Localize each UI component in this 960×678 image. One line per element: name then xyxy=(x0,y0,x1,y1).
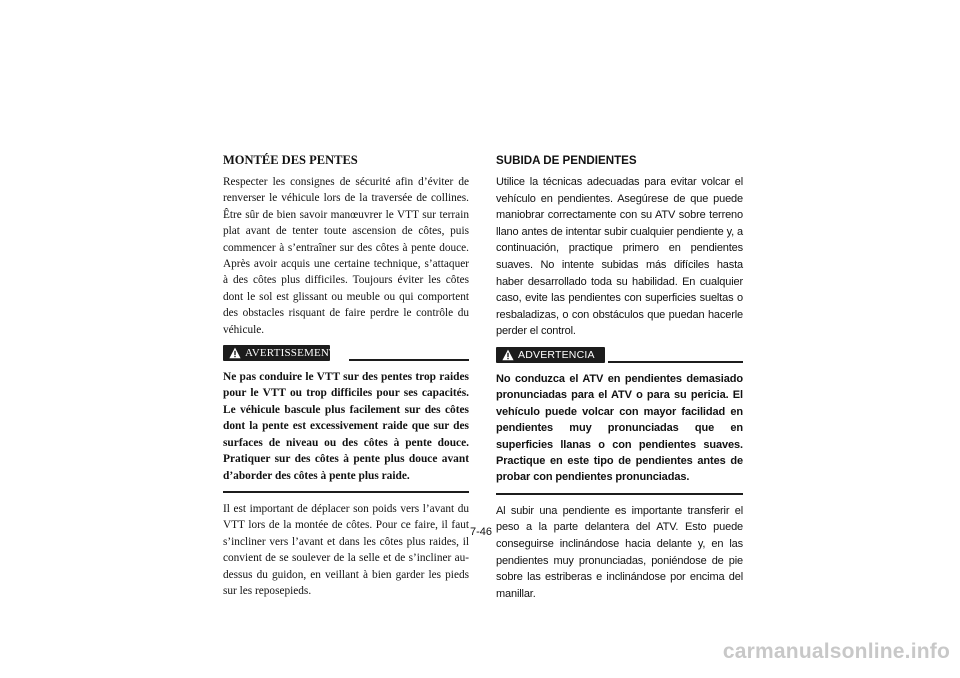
spanish-warning-header xyxy=(496,347,743,365)
watermark-text: carmanualsonline.info xyxy=(722,640,950,663)
french-intro: Respecter les consignes de sécurité afin d’éviter de renverser le véhicule lors de la traversée de collines. Être sûr de bien savoir manœuvrer le VTT sur terrain plat avant de tenter toute ascension de côtes, puis commencer à s’entraîner sur des côtes à pente douce. Après avoir acquis une certaine technique, s’attaquer à des côtes plus difficiles. Toujours éviter les côtes dont le sol est glissant ou meuble ou qui comportent des obstacles risquant de faire perdre le contrôle du véhicule. xyxy=(223,176,469,336)
spanish-warning-rule xyxy=(608,361,743,363)
warning-triangle-icon xyxy=(502,349,514,361)
french-warning-header xyxy=(223,345,469,363)
french-warning-badge xyxy=(223,345,336,361)
spanish-column xyxy=(496,152,743,602)
french-warning-label: AVERTISSEMENT xyxy=(245,347,336,360)
spanish-warning-end-rule xyxy=(496,493,743,495)
french-warning-rule xyxy=(349,359,469,361)
warning-triangle-icon xyxy=(229,347,241,359)
spanish-intro: Utilice la técnicas adecuadas para evitar volcar el vehículo en pendientes. Asegúrese de que puede maniobrar correctamente con su ATV sobre terreno llano antes de intentar subir cualquier pendiente y, a continuación, practique primero en pendientes suaves. No intente subidas más difíciles hasta haber desarrollado toda su habilidad. En cualquier caso, evite las pendientes con superficies sueltas o resbaladizas, o con obstáculos que puedan hacerle perder el control. xyxy=(496,176,743,338)
spanish-warning-badge xyxy=(496,347,605,363)
french-warning-end-rule xyxy=(223,491,469,493)
french-column xyxy=(223,152,469,599)
spanish-warning-label: ADVERTENCIA xyxy=(518,348,595,361)
page-number: 7-46 xyxy=(470,526,493,538)
french-warning-text: Ne pas conduire le VTT sur des pentes trop raides pour le VTT ou trop difficiles pour ses capacités. Le véhicule bascule plus facilement sur des côtes dont la pente est excessivement raide que sur des surfaces de niveau ou des côtes à pente douce. Pratiquer sur des côtes à pente plus douce avant d’aborder des côtes à pente plus raide. xyxy=(223,371,469,482)
french-body: Il est important de déplacer son poids vers l’avant du VTT lors de la montée de côtes. Pour ce faire, il faut s’incliner vers l’avant et dans les côtes plus raides, il convient de se soulever de la selle et de s’incliner au-dessus du guidon, en veillant à bien garder les pieds sur les reposepieds. xyxy=(223,502,469,597)
spanish-heading: SUBIDA DE PENDIENTES xyxy=(496,154,637,167)
spanish-body: Al subir una pendiente es importante transferir el peso a la parte delantera del ATV. Esto puede conseguirse inclinándose hacia delante y, en las pendientes muy pronunciadas, poniéndose de pie sobre las estriberas e inclinándose por encima del manillar. xyxy=(496,504,743,600)
spanish-warning-text: No conduzca el ATV en pendientes demasiado pronunciadas para el ATV o para su pericia. El vehículo puede volcar con mayor facilidad en pendientes muy pronunciadas que en superficies llanas o con pendientes suaves. Practique en este tipo de pendientes antes de probar con pendientes pronunciadas. xyxy=(496,372,743,484)
french-heading: MONTÉE DES PENTES xyxy=(223,153,358,167)
